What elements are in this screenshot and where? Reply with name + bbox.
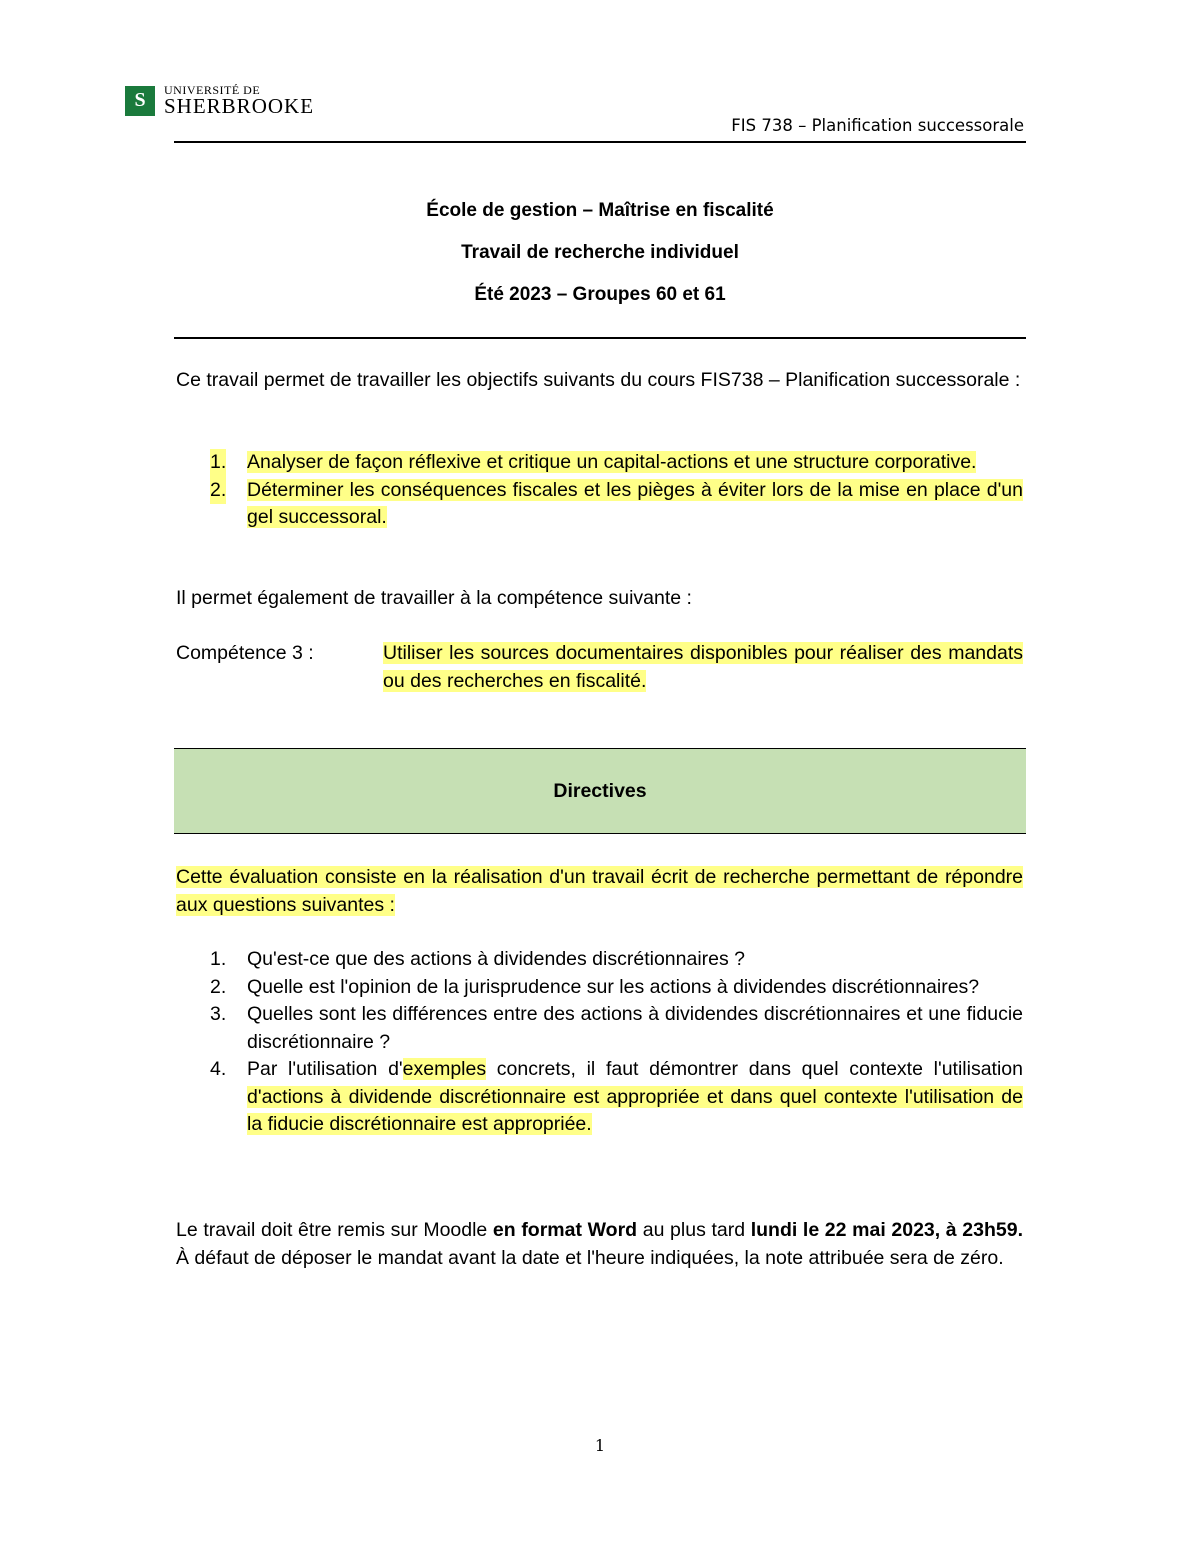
submission-text-3: À défaut de déposer le mandat avant la date et l'heure indiquées, la note attribuée sera de zéro.	[176, 1246, 1004, 1269]
objective-number: 2.	[210, 477, 226, 505]
question-number: 2.	[210, 975, 227, 998]
objective-text: Déterminer les conséquences fiscales et les pièges à éviter lors de la mise en place d'un gel successoral.	[247, 478, 1023, 528]
directives-banner	[174, 748, 1026, 834]
question-text: Quelles sont les différences entre des actions à dividendes discrétionnaires et une fiducie discrétionnaire ?	[247, 1003, 1023, 1053]
question-text: Qu'est-ce que des actions à dividendes discrétionnaires ?	[247, 948, 746, 970]
objective-item	[176, 449, 1023, 477]
logo-line-2: SHERBROOKE	[164, 94, 315, 118]
question-number: 3.	[210, 1003, 227, 1025]
title-term: Été 2023 – Groupes 60 et 61	[474, 284, 726, 305]
question-text-c: concrets, il faut démontrer dans quel contexte l'utilisation	[486, 1058, 1023, 1080]
title-work: Travail de recherche individuel	[461, 242, 739, 263]
page-number: 1	[594, 1436, 606, 1455]
question-number: 4.	[210, 1058, 227, 1080]
questions-list	[176, 946, 1023, 1139]
logo-line-1: UNIVERSITÉ DE	[164, 83, 261, 97]
evaluation-text: Cette évaluation consiste en la réalisation d'un travail écrit de recherche permettant de répondre aux questions suivantes :	[176, 866, 1023, 916]
header-rule	[174, 141, 1026, 143]
question-text-a: Par l'utilisation d'	[247, 1058, 403, 1080]
competence-label: Compétence 3 :	[176, 642, 314, 664]
objective-text: Analyser de façon réflexive et critique un capital-actions et une structure corporative.	[247, 451, 977, 473]
intro-paragraph: Ce travail permet de travailler les objectifs suivants du cours FIS738 – Planification successorale :	[176, 369, 1021, 391]
question-item	[176, 974, 1023, 1002]
submission-format: en format Word	[492, 1219, 638, 1241]
objective-item	[176, 477, 1023, 532]
university-seal-icon: S	[125, 86, 155, 116]
objectives-list	[176, 449, 1023, 532]
evaluation-paragraph	[176, 864, 1023, 919]
question-text: Quelle est l'opinion de la jurisprudence sur les actions à dividendes discrétionnaires?	[247, 975, 980, 998]
question-item	[176, 1001, 1023, 1056]
question-number: 1.	[210, 948, 227, 970]
competence-intro: Il permet également de travailler à la compétence suivante :	[176, 587, 692, 609]
university-logo	[125, 84, 314, 117]
submission-text-2: au plus tard	[637, 1219, 751, 1241]
submission-paragraph	[176, 1217, 1023, 1272]
submission-text-1: Le travail doit être remis sur Moodle	[176, 1219, 493, 1241]
directives-title: Directives	[553, 779, 647, 802]
course-header: FIS 738 – Planification successorale	[731, 116, 1024, 135]
question-text-b: exemples	[402, 1058, 487, 1080]
question-item	[176, 1056, 1023, 1139]
submission-deadline: lundi le 22 mai 2023, à 23h59.	[750, 1219, 1023, 1241]
title-school: École de gestion – Maîtrise en fiscalité	[426, 200, 774, 221]
competence-text: Utiliser les sources documentaires disponibles pour réaliser des mandats ou des recherches en fiscalité.	[383, 642, 1023, 692]
question-item	[176, 946, 1023, 974]
question-text-d: d'actions à dividende discrétionnaire est appropriée et dans quel contexte l'utilisation de la fiducie discrétionnaire est appropriée.	[247, 1085, 1023, 1135]
title-rule	[174, 337, 1026, 339]
objective-number: 1.	[210, 449, 226, 477]
